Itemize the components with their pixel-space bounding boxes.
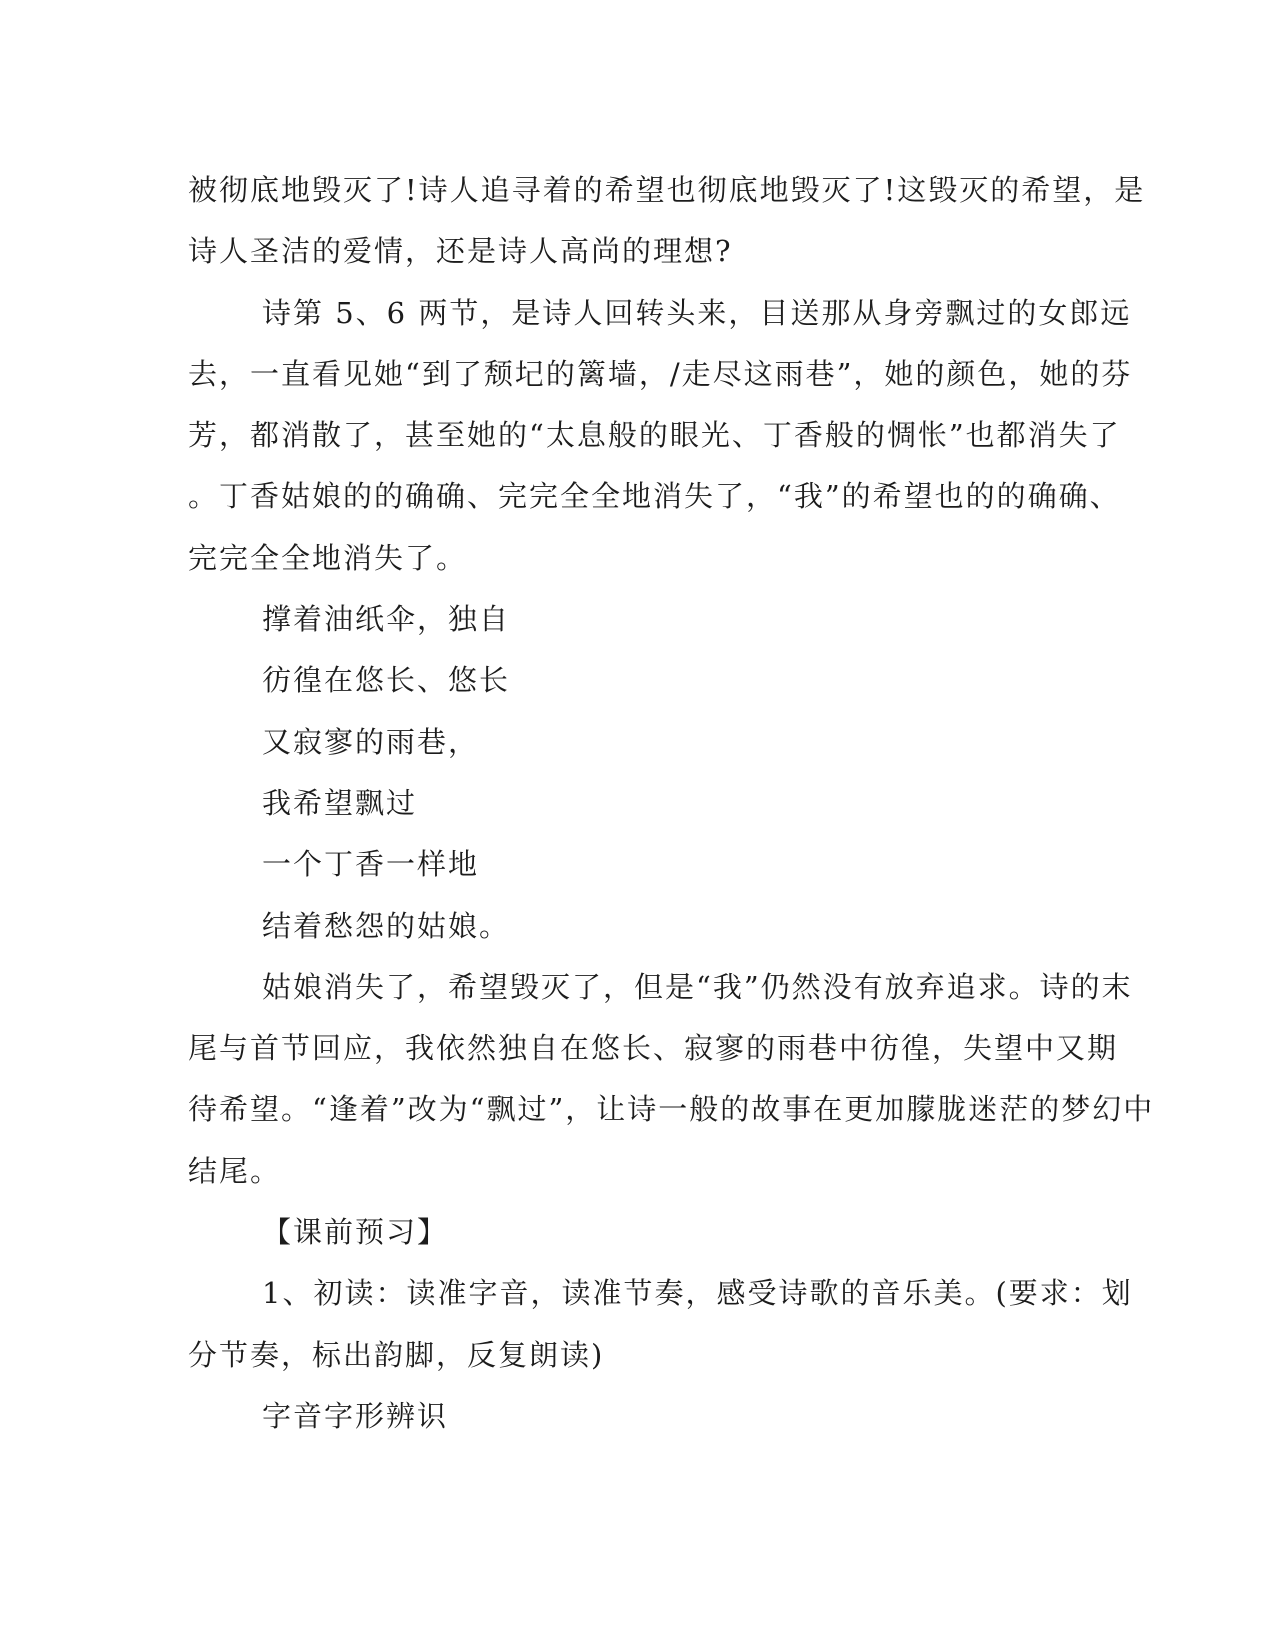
poem-line: 结着愁怨的姑娘。 — [262, 908, 511, 943]
text-line: 芳，都消散了，甚至她的“太息般的眼光、丁香般的惆怅”也都消失了 — [188, 418, 1121, 453]
poem-line: 我希望飘过 — [262, 785, 418, 820]
poem-line: 彷徨在悠长、悠长 — [262, 663, 511, 698]
text-line: 姑娘消失了，希望毁灭了，但是“我”仍然没有放弃追求。诗的末 — [262, 969, 1133, 1004]
text-line: 完完全全地消失了。 — [188, 540, 468, 575]
poem-line: 撑着油纸伞，独自 — [262, 602, 511, 637]
text-line: 分节奏，标出韵脚，反复朗读) — [188, 1337, 605, 1372]
subheading: 字音字形辨识 — [262, 1398, 449, 1433]
section-heading: 【课前预习】 — [262, 1215, 449, 1250]
text-line: 诗人圣洁的爱情，还是诗人高尚的理想? — [188, 234, 733, 269]
text-line: 。丁香姑娘的的确确、完完全全地消失了，“我”的希望也的的确确、 — [188, 479, 1121, 514]
document-body — [188, 160, 1155, 1447]
text-line: 待希望。“逢着”改为“飘过”，让诗一般的故事在更加朦胧迷茫的梦幻中 — [188, 1092, 1155, 1127]
text-line: 1、初读：读准字音，读准节奏，感受诗歌的音乐美。(要求：划 — [262, 1276, 1133, 1311]
text-line: 去，一直看见她“到了颓圮的篱墙，/走尽这雨巷”，她的颜色，她的芬 — [188, 356, 1133, 391]
text-line: 结尾。 — [188, 1153, 282, 1188]
poem-line: 一个丁香一样地 — [262, 847, 480, 882]
poem-line: 又寂寥的雨巷， — [262, 724, 480, 759]
text-line: 诗第 5、6 两节，是诗人回转头来，目送那从身旁飘过的女郎远 — [262, 295, 1132, 330]
text-line: 尾与首节回应，我依然独自在悠长、寂寥的雨巷中彷徨，失望中又期 — [188, 1031, 1119, 1066]
text-line: 被彻底地毁灭了!诗人追寻着的希望也彻底地毁灭了!这毁灭的希望，是 — [188, 173, 1146, 207]
